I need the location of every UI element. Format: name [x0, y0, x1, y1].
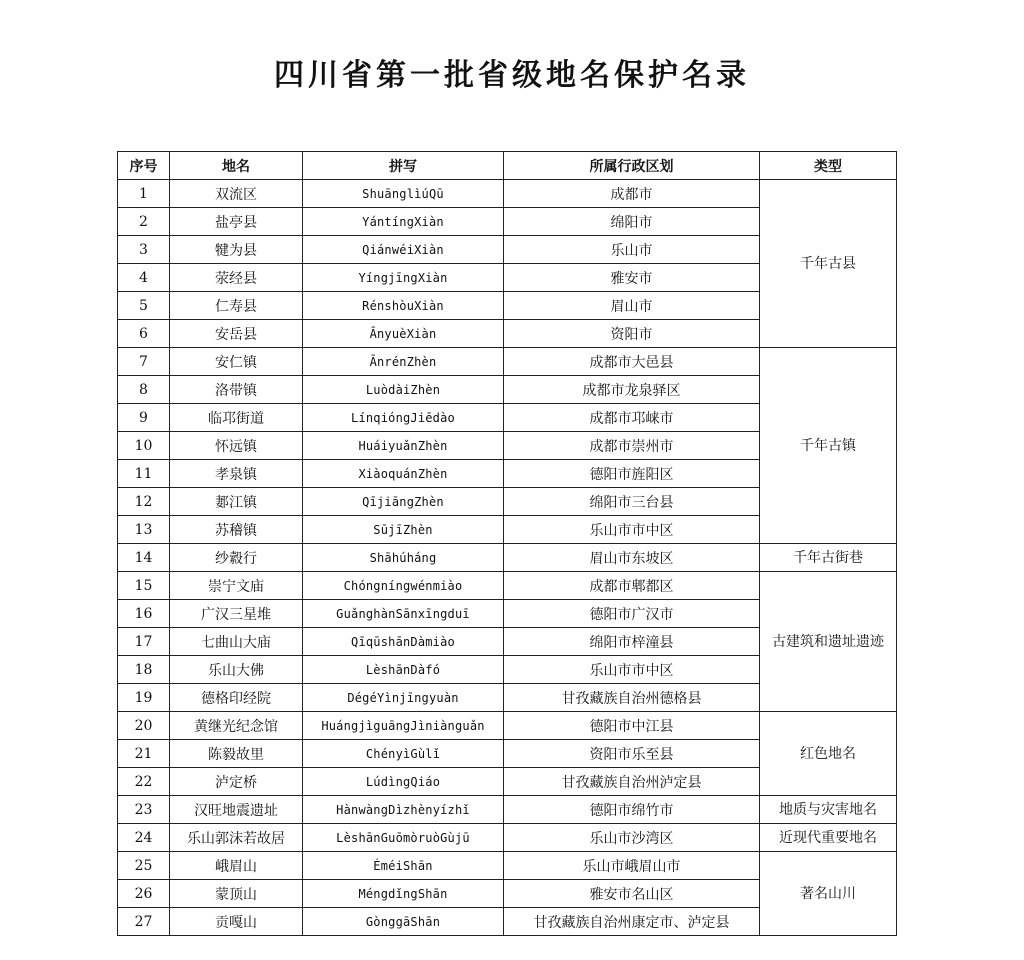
region-cell: 甘孜藏族自治州德格县	[504, 684, 760, 712]
place-name-cell: 洛带镇	[170, 376, 303, 404]
region-cell: 绵阳市三台县	[504, 488, 760, 516]
region-cell: 甘孜藏族自治州康定市、泸定县	[504, 908, 760, 936]
category-cell: 千年古县	[760, 180, 897, 348]
category-cell: 千年古镇	[760, 348, 897, 544]
pinyin-cell: SūjīZhèn	[303, 516, 504, 544]
table-row	[118, 180, 897, 208]
serial-number-cell: 2	[118, 208, 170, 236]
region-cell: 绵阳市	[504, 208, 760, 236]
place-name-cell: 怀远镇	[170, 432, 303, 460]
category-cell: 古建筑和遗址遗迹	[760, 572, 897, 712]
place-name-cell: 孝泉镇	[170, 460, 303, 488]
pinyin-cell: QījiāngZhèn	[303, 488, 504, 516]
place-name-cell: 乐山大佛	[170, 656, 303, 684]
serial-number-cell: 3	[118, 236, 170, 264]
header-category: 类型	[760, 152, 897, 180]
pinyin-cell: LèshānGuōmòruòGùjū	[303, 824, 504, 852]
place-name-cell: 贡嘎山	[170, 908, 303, 936]
place-name-cell: 苏稽镇	[170, 516, 303, 544]
table-row	[118, 572, 897, 600]
serial-number-cell: 21	[118, 740, 170, 768]
table-row	[118, 824, 897, 852]
pinyin-cell: GuǎnghànSānxīngduī	[303, 600, 504, 628]
place-name-cell: 郪江镇	[170, 488, 303, 516]
region-cell: 乐山市沙湾区	[504, 824, 760, 852]
table-body	[118, 180, 897, 936]
region-cell: 资阳市	[504, 320, 760, 348]
document-title: 四川省第一批省级地名保护名录	[274, 58, 750, 93]
header-pinyin: 拼写	[303, 152, 504, 180]
pinyin-cell: ĀnrénZhèn	[303, 348, 504, 376]
place-name-cell: 峨眉山	[170, 852, 303, 880]
region-cell: 成都市	[504, 180, 760, 208]
region-cell: 乐山市峨眉山市	[504, 852, 760, 880]
pinyin-cell: ChényìGùlǐ	[303, 740, 504, 768]
serial-number-cell: 10	[118, 432, 170, 460]
serial-number-cell: 25	[118, 852, 170, 880]
serial-number-cell: 27	[118, 908, 170, 936]
region-cell: 成都市崇州市	[504, 432, 760, 460]
serial-number-cell: 13	[118, 516, 170, 544]
place-name-cell: 纱縠行	[170, 544, 303, 572]
pinyin-cell: ÉméiShān	[303, 852, 504, 880]
table-row	[118, 544, 897, 572]
serial-number-cell: 5	[118, 292, 170, 320]
serial-number-cell: 16	[118, 600, 170, 628]
pinyin-cell: ĀnyuèXiàn	[303, 320, 504, 348]
region-cell: 甘孜藏族自治州泸定县	[504, 768, 760, 796]
serial-number-cell: 23	[118, 796, 170, 824]
region-cell: 雅安市	[504, 264, 760, 292]
place-name-cell: 陈毅故里	[170, 740, 303, 768]
pinyin-cell: ShuānglìúQū	[303, 180, 504, 208]
place-name-cell: 崇宁文庙	[170, 572, 303, 600]
pinyin-cell: LuòdàiZhèn	[303, 376, 504, 404]
place-name-cell: 蒙顶山	[170, 880, 303, 908]
serial-number-cell: 17	[118, 628, 170, 656]
place-name-cell: 仁寿县	[170, 292, 303, 320]
header-administrative-region: 所属行政区划	[504, 152, 760, 180]
region-cell: 成都市邛崃市	[504, 404, 760, 432]
region-cell: 德阳市中江县	[504, 712, 760, 740]
pinyin-cell: XiàoquánZhèn	[303, 460, 504, 488]
category-cell: 红色地名	[760, 712, 897, 796]
pinyin-cell: LèshānDàfó	[303, 656, 504, 684]
place-name-cell: 乐山郭沫若故居	[170, 824, 303, 852]
place-name-cell: 泸定桥	[170, 768, 303, 796]
serial-number-cell: 1	[118, 180, 170, 208]
pinyin-cell: QiánwéiXiàn	[303, 236, 504, 264]
serial-number-cell: 24	[118, 824, 170, 852]
pinyin-cell: LúdìngQiáo	[303, 768, 504, 796]
place-name-cell: 犍为县	[170, 236, 303, 264]
place-name-cell: 广汉三星堆	[170, 600, 303, 628]
category-cell: 地质与灾害地名	[760, 796, 897, 824]
region-cell: 成都市大邑县	[504, 348, 760, 376]
serial-number-cell: 7	[118, 348, 170, 376]
region-cell: 雅安市名山区	[504, 880, 760, 908]
place-name-cell: 安岳县	[170, 320, 303, 348]
serial-number-cell: 18	[118, 656, 170, 684]
category-cell: 近现代重要地名	[760, 824, 897, 852]
region-cell: 成都市郫都区	[504, 572, 760, 600]
serial-number-cell: 6	[118, 320, 170, 348]
region-cell: 乐山市	[504, 236, 760, 264]
region-cell: 德阳市旌阳区	[504, 460, 760, 488]
header-place-name: 地名	[170, 152, 303, 180]
pinyin-cell: QīqūshānDàmiào	[303, 628, 504, 656]
region-cell: 眉山市东坡区	[504, 544, 760, 572]
place-name-cell: 安仁镇	[170, 348, 303, 376]
pinyin-cell: Chóngníngwénmiào	[303, 572, 504, 600]
region-cell: 眉山市	[504, 292, 760, 320]
serial-number-cell: 22	[118, 768, 170, 796]
region-cell: 乐山市市中区	[504, 656, 760, 684]
place-name-cell: 盐亭县	[170, 208, 303, 236]
place-name-cell: 荥经县	[170, 264, 303, 292]
region-cell: 德阳市绵竹市	[504, 796, 760, 824]
region-cell: 绵阳市梓潼县	[504, 628, 760, 656]
region-cell: 乐山市市中区	[504, 516, 760, 544]
serial-number-cell: 12	[118, 488, 170, 516]
category-cell: 千年古街巷	[760, 544, 897, 572]
table-header-row	[118, 152, 897, 180]
serial-number-cell: 15	[118, 572, 170, 600]
pinyin-cell: MéngdǐngShān	[303, 880, 504, 908]
place-name-cell: 双流区	[170, 180, 303, 208]
place-name-cell: 临邛街道	[170, 404, 303, 432]
pinyin-cell: HuángjìguāngJìniànguǎn	[303, 712, 504, 740]
place-name-cell: 七曲山大庙	[170, 628, 303, 656]
category-cell: 著名山川	[760, 852, 897, 936]
region-cell: 德阳市广汉市	[504, 600, 760, 628]
pinyin-cell: HànwàngDìzhènyízhǐ	[303, 796, 504, 824]
table-row	[118, 796, 897, 824]
pinyin-cell: YántíngXiàn	[303, 208, 504, 236]
header-serial-number: 序号	[118, 152, 170, 180]
place-name-cell: 汉旺地震遗址	[170, 796, 303, 824]
table-row	[118, 852, 897, 880]
serial-number-cell: 26	[118, 880, 170, 908]
pinyin-cell: RénshòuXiàn	[303, 292, 504, 320]
serial-number-cell: 4	[118, 264, 170, 292]
place-name-table	[117, 151, 897, 936]
pinyin-cell: HuáiyuǎnZhèn	[303, 432, 504, 460]
place-name-cell: 黄继光纪念馆	[170, 712, 303, 740]
serial-number-cell: 11	[118, 460, 170, 488]
region-cell: 成都市龙泉驿区	[504, 376, 760, 404]
pinyin-cell: YíngjīngXiàn	[303, 264, 504, 292]
region-cell: 资阳市乐至县	[504, 740, 760, 768]
pinyin-cell: GònggāShān	[303, 908, 504, 936]
table-row	[118, 348, 897, 376]
serial-number-cell: 14	[118, 544, 170, 572]
serial-number-cell: 9	[118, 404, 170, 432]
place-name-cell: 德格印经院	[170, 684, 303, 712]
serial-number-cell: 19	[118, 684, 170, 712]
pinyin-cell: LínqióngJiēdào	[303, 404, 504, 432]
pinyin-cell: Shāhúháng	[303, 544, 504, 572]
serial-number-cell: 8	[118, 376, 170, 404]
serial-number-cell: 20	[118, 712, 170, 740]
table-row	[118, 712, 897, 740]
pinyin-cell: DégéYìnjīngyuàn	[303, 684, 504, 712]
